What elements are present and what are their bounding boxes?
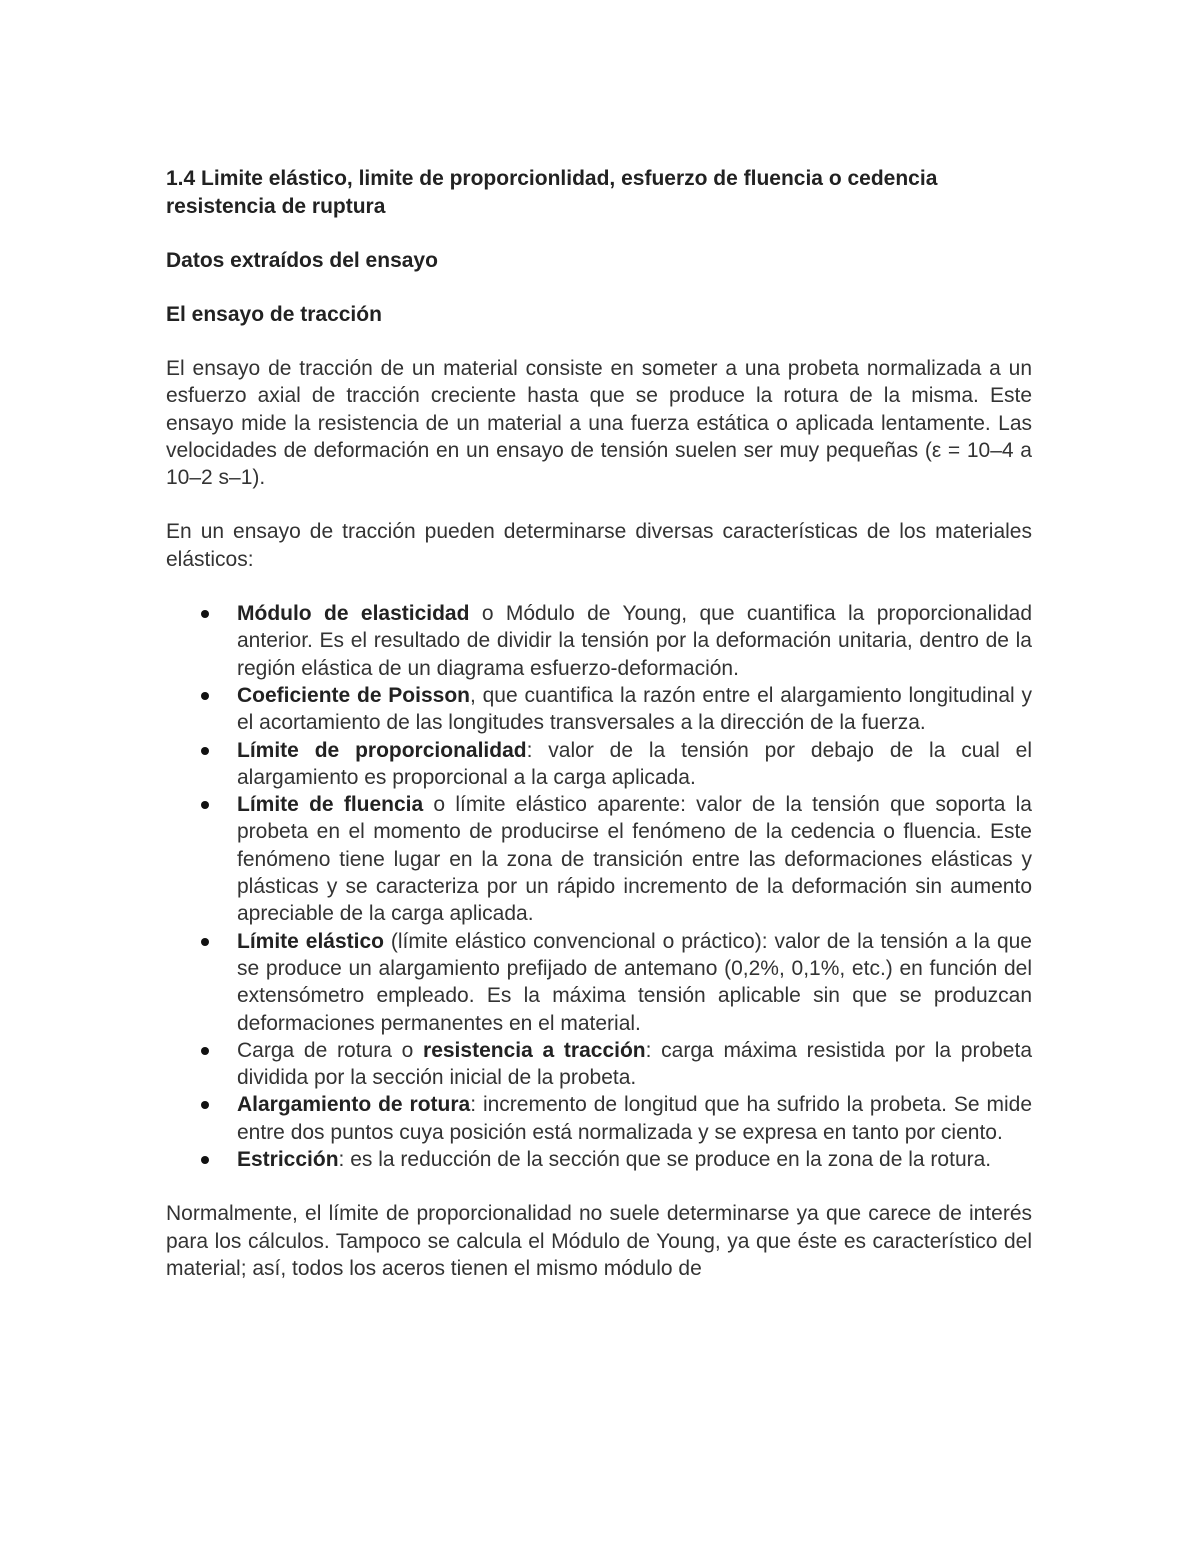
list-item	[166, 1146, 1032, 1173]
paragraph-characteristics: En un ensayo de tracción pueden determinarse diversas características de los materiales elásticos:	[166, 520, 1032, 571]
bullet-icon	[201, 801, 209, 809]
list-item-text: o Módulo de Young, que cuantifica la proporcionalidad anterior. Es el resultado de dividir la tensión por la deformación unitaria, dentro de la región elástica de un diagrama esfuerzo-deformación.	[237, 602, 1032, 680]
document-subtitle: Datos extraídos del ensayo	[166, 249, 438, 272]
list-item	[166, 1037, 1032, 1092]
document-title-line-1: 1.4 Limite elástico, limite de proporcionlidad, esfuerzo de fluencia o cedencia	[166, 167, 938, 190]
bullet-icon	[201, 938, 209, 946]
bullet-icon	[201, 1156, 209, 1164]
document-title-line-2: resistencia de ruptura	[166, 195, 386, 218]
bullet-icon	[201, 1047, 209, 1055]
list-item-term: Límite de proporcionalidad	[237, 738, 527, 762]
characteristics-list	[166, 600, 1032, 1173]
bullet-icon	[201, 610, 209, 618]
list-item-text: : valor de la tensión por debajo de la cual el alargamiento es proporcional a la carga aplicada.	[237, 738, 1032, 789]
list-item-text: o límite elástico aparente: valor de la tensión que soporta la probeta en el momento de producirse el fenómeno de la cedencia o fluencia. Este fenómeno tiene lugar en la zona de transición entre las deformaciones elásticas y plásticas y se caracteriza por un rápido incremento de la deformación sin aumento apreciable de la carga aplicada.	[237, 793, 1032, 926]
list-item-text: : incremento de longitud que ha sufrido la probeta. Se mide entre dos puntos cuya posición está normalizada y se expresa en tanto por ciento.	[237, 1093, 1032, 1144]
bullet-icon	[201, 692, 209, 700]
document-page	[166, 165, 1032, 1309]
list-item	[166, 791, 1032, 927]
list-item	[166, 1091, 1032, 1146]
list-item-text: : es la reducción de la sección que se produce en la zona de la rotura.	[338, 1148, 992, 1172]
list-item-term: Límite de fluencia	[237, 793, 424, 817]
list-item	[166, 737, 1032, 792]
list-item	[166, 600, 1032, 682]
bullet-icon	[201, 1101, 209, 1109]
list-item-text: , que cuantifica la razón entre el alargamiento longitudinal y el acortamiento de las longitudes transversales a la dirección de la fuerza.	[237, 683, 1032, 735]
list-item	[166, 682, 1032, 737]
list-item-term: Límite elástico	[237, 929, 384, 953]
list-item-term: resistencia a tracción	[423, 1038, 646, 1062]
list-item-term: Módulo de elasticidad	[237, 602, 470, 626]
list-item-term: Alargamiento de rotura	[237, 1093, 471, 1117]
bullet-icon	[201, 747, 209, 755]
list-item-pre: Carga de rotura o	[237, 1038, 424, 1062]
list-item-text: : carga máxima resistida por la probeta dividida por la sección inicial de la probeta.	[237, 1038, 1032, 1090]
list-item-term: Coeficiente de Poisson	[237, 683, 470, 707]
list-item-term: Estricción	[237, 1148, 339, 1172]
document-title	[166, 165, 1032, 221]
list-item	[166, 928, 1032, 1037]
paragraph-intro: El ensayo de tracción de un material consiste en someter a una probeta normalizada a un esfuerzo axial de tracción creciente hasta que se produce la rotura de la misma. Este ensayo mide la resistencia de un material a una fuerza estática o aplicada lentamente. Las velocidades de deformación en un ensayo de tensión suelen ser muy pequeñas (ε = 10–4 a 10–2 s–1).	[166, 357, 1032, 490]
list-item-text: (límite elástico convencional o práctico): valor de la tensión a la que se produce un alargamiento prefijado de antemano (0,2%, 0,1%, etc.) en función del extensómetro empleado. Es la máxima tensión aplicable sin que se produzcan deformaciones permanentes en el material.	[237, 929, 1032, 1035]
paragraph-conclusion: Normalmente, el límite de proporcionalidad no suele determinarse ya que carece de interés para los cálculos. Tampoco se calcula el Módulo de Young, ya que éste es característico del material; así, todos los aceros tienen el mismo módulo de	[166, 1202, 1032, 1280]
section-title: El ensayo de tracción	[166, 303, 382, 326]
